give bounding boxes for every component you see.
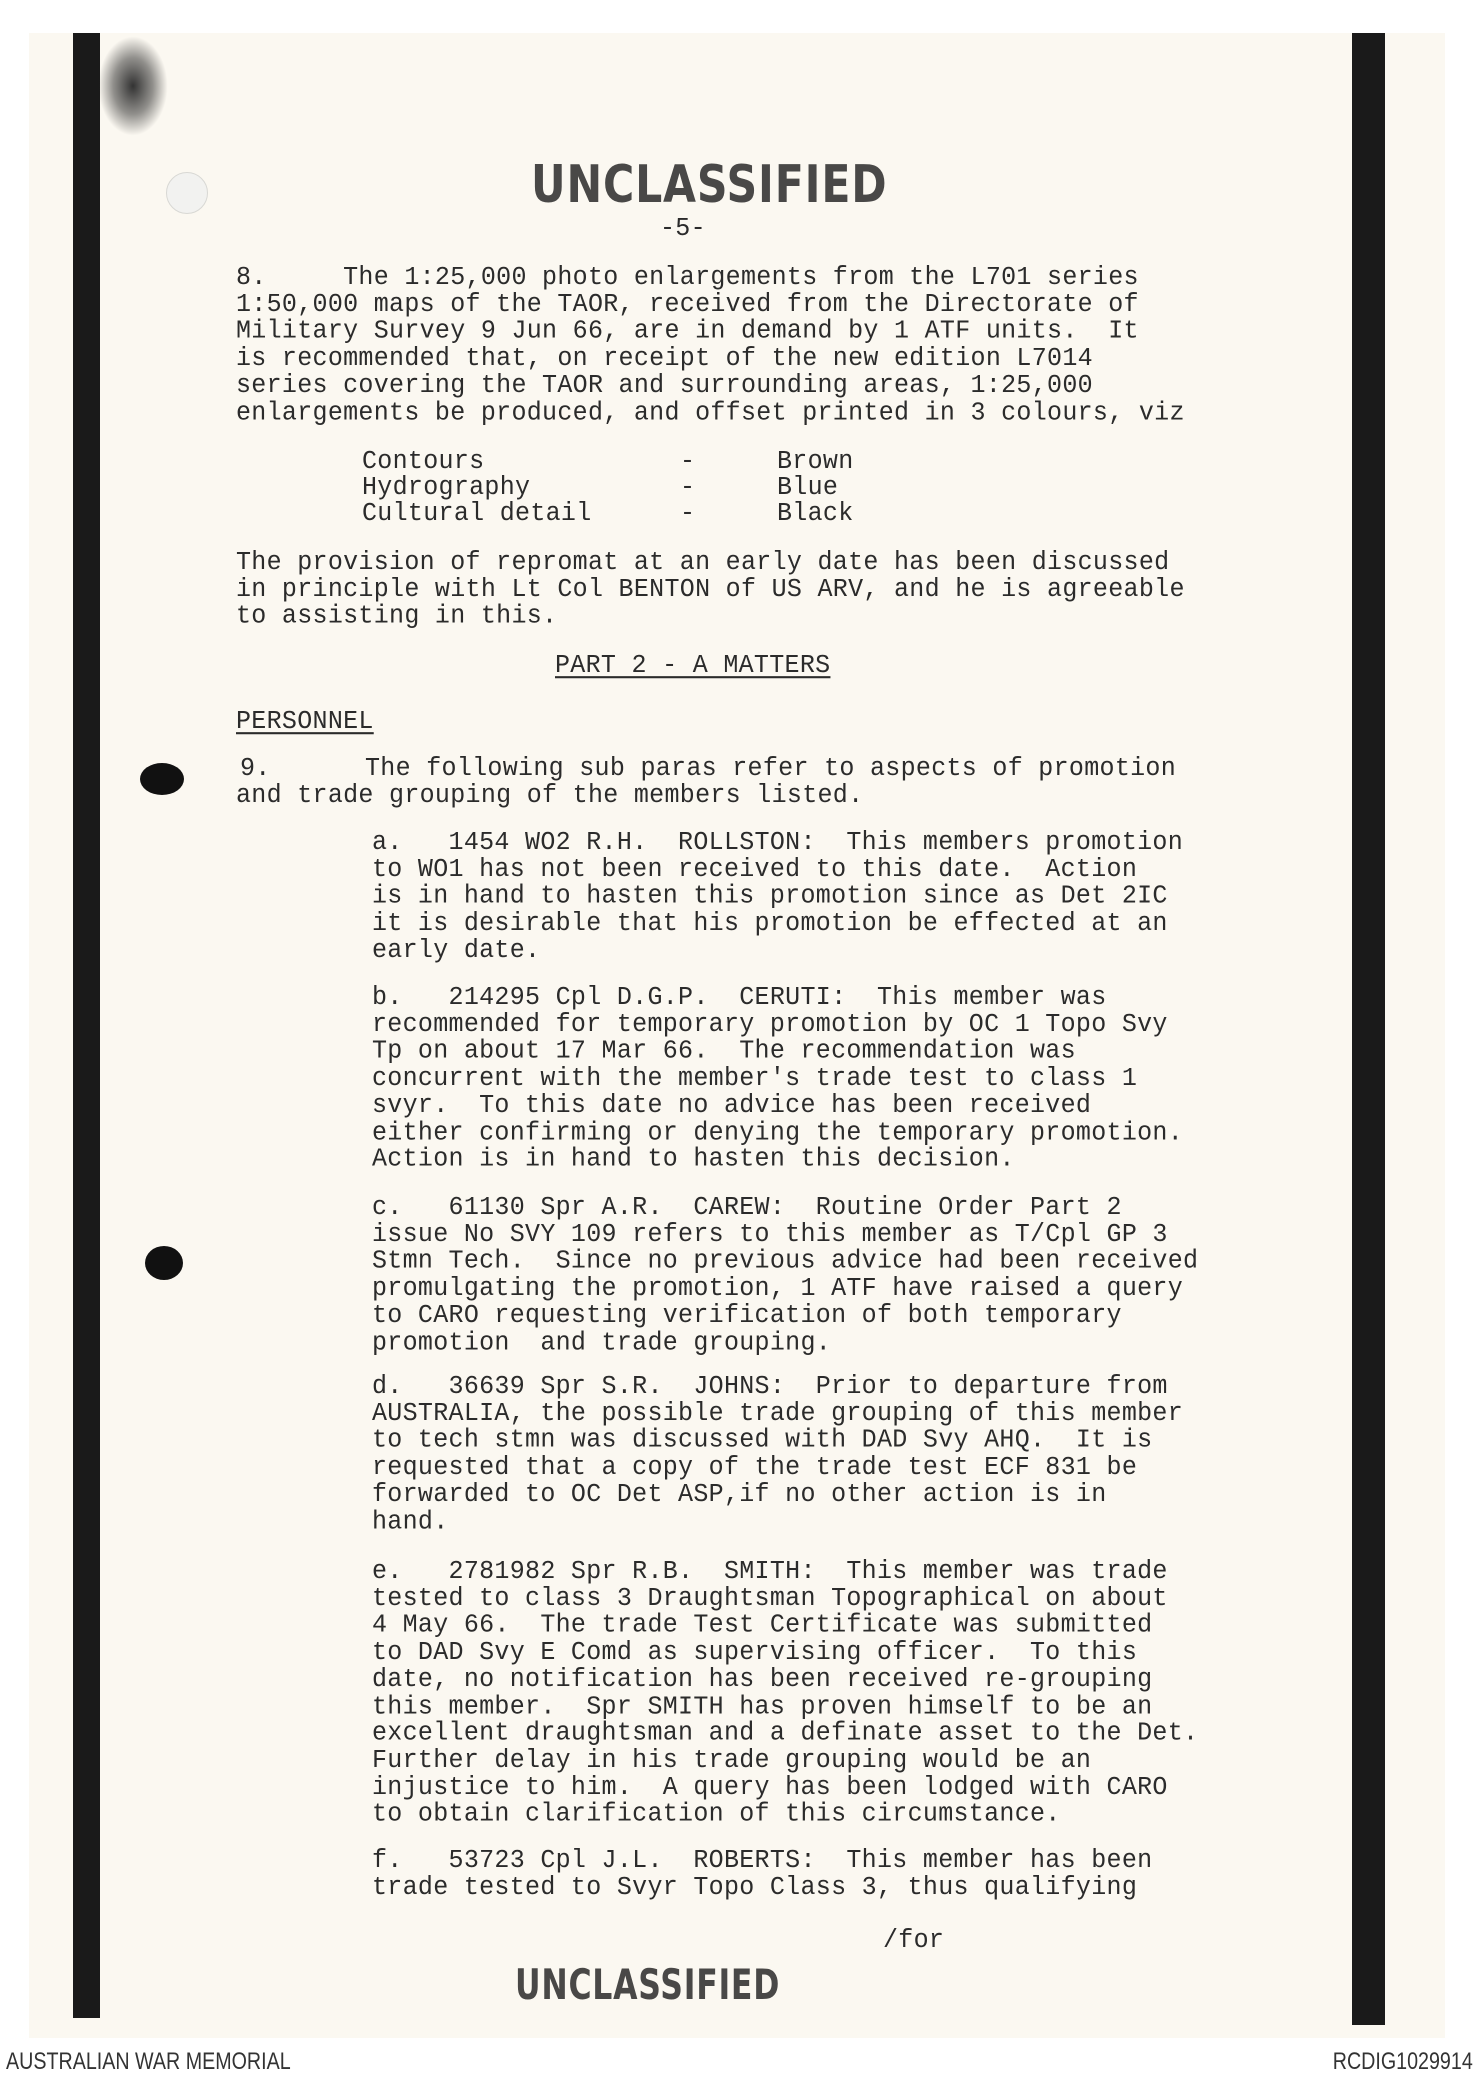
part-heading: PART 2 - A MATTERS [555, 649, 831, 681]
colour-row-item: Hydrography [362, 471, 531, 503]
subpara-f: f. 53723 Cpl J.L. ROBERTS: This member has been trade tested to Svyr Topo Class 3, thus qualifying [372, 1844, 1153, 1903]
classification-stamp-top: UNCLASSIFIED [531, 155, 888, 215]
paragraph-9: The following sub paras refer to aspects of promotion and trade grouping of the members listed. [236, 752, 1177, 811]
continuation-marker: /for [883, 1924, 945, 1956]
colour-row-value: Brown [777, 445, 854, 477]
colour-row-value: Blue [777, 471, 839, 503]
section-heading: PERSONNEL [236, 705, 374, 737]
page-number: -5- [660, 212, 706, 244]
repromat-paragraph: The provision of repromat at an early date has been discussed in principle with Lt Col BENTON of US ARV, and he is agreeable to assisting in this. [236, 546, 1185, 632]
colour-row-sep: - [680, 471, 696, 503]
colour-row-sep: - [680, 445, 696, 477]
colour-row-item: Contours [362, 445, 485, 477]
colour-row-value: Black [777, 497, 854, 529]
classification-stamp-bottom: UNCLASSIFIED [515, 1960, 781, 2009]
ink-smudge [98, 36, 168, 136]
subpara-c: c. 61130 Spr A.R. CAREW: Routine Order Part 2 issue No SVY 109 refers to this member as T/Cpl GP 3 Stmn Tech. Since no previous advice had been received promulgating the promotion, 1 ATF have raised a query to CARO requesting verification of both temporary promotion and trade grouping. [372, 1191, 1199, 1358]
punch-hole [166, 172, 208, 214]
ink-blot-mark [140, 763, 184, 795]
subpara-b: b. 214295 Cpl D.G.P. CERUTI: This member was recommended for temporary promotion by OC 1 Topo Svy Tp on about 17 Mar 66. The recommendation was concurrent with the member's trade test to class 1 svyr. To this date no advice has been received either confirming or denying the temporary promotion. Action is in hand to hasten this decision. [372, 981, 1184, 1175]
left-margin-bar [73, 33, 100, 2018]
paragraph-8: 8. The 1:25,000 photo enlargements from the L701 series 1:50,000 maps of the TAOR, received from the Directorate of Military Survey 9 Jun 66, are in demand by 1 ATF units. It is recommended that, on receipt of the new edition L7014 series covering the TAOR and surrounding areas, 1:25,000 enlargements be produced, and offset printed in 3 colours, viz [236, 261, 1185, 428]
subpara-a: a. 1454 WO2 R.H. ROLLSTON: This members promotion to WO1 has not been received to this date. Action is in hand to hasten this promotion since as Det 2IC it is desirable that his promotion be effected at an early date. [372, 826, 1184, 966]
archive-reference: RCDIG1029914 [1332, 2048, 1473, 2075]
colour-row-sep: - [680, 497, 696, 529]
colour-row-item: Cultural detail [362, 497, 592, 529]
archive-label: AUSTRALIAN WAR MEMORIAL [6, 2048, 291, 2075]
subpara-e: e. 2781982 Spr R.B. SMITH: This member was trade tested to class 3 Draughtsman Topographical on about 4 May 66. The trade Test Certificate was submitted to DAD Svy E Comd as supervising officer. To this date, no notification has been received re-grouping this member. Spr SMITH has proven himself to be an excellent draughtsman and a definate asset to the Det. Further delay in his trade grouping would be an injustice to him. A query has been lodged with CARO to obtain clarification of this circumstance. [372, 1555, 1199, 1830]
ink-blot-mark [145, 1246, 183, 1280]
subpara-d: d. 36639 Spr S.R. JOHNS: Prior to departure from AUSTRALIA, the possible trade grouping of this member to tech stmn was discussed with DAD Svy AHQ. It is requested that a copy of the trade test ECF 831 be forwarded to OC Det ASP,if no other action is in hand. [372, 1370, 1184, 1537]
right-margin-bar [1352, 33, 1385, 2025]
paragraph-9-number: 9. [240, 752, 271, 784]
